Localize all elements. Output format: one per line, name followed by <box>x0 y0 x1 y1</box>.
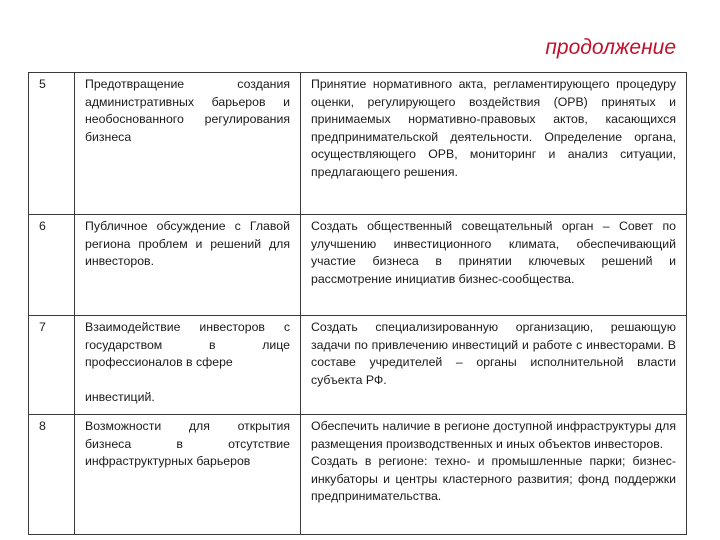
action-text: Обеспечить наличие в регионе доступной инфраструктуры для размещения производственных и иных объектов инвесторов. <box>311 419 676 451</box>
continuation-label: продолжение <box>545 36 676 59</box>
measure-text: Взаимодействие инвесторов с государством в лице профессионалов в сфере <box>85 320 290 369</box>
action-cell: Принятие нормативного акта, регламентирующего процедуру оценки, регулирующего воздействия (ОРВ) принятых и принимаемых нормативно-правовых актов, касающихся предпринимательской деятельности. Определение органа, осуществляющего ОРВ, мониторинг и анализ ситуации, предлагающего решения. <box>301 73 687 215</box>
row-number: 8 <box>29 415 75 535</box>
row-number: 5 <box>29 73 75 215</box>
measure-cell: Возможности для открытия бизнеса в отсутствие инфраструктурных барьеров <box>75 415 301 535</box>
table-row <box>29 316 687 415</box>
action-cell: Создать общественный совещательный орган – Совет по улучшению инвестиционного климата, обеспечивающий участие бизнеса в принятии ключевых решений и рассмотрение инициатив бизнес-сообщества. <box>301 215 687 316</box>
measure-cell <box>75 316 301 415</box>
action-text-extra: Создать в регионе: техно- и промышленные парки; бизнес-инкубаторы и центры кластерного развития; фонд поддержки предпринимательства. <box>311 454 676 503</box>
table-row <box>29 215 687 316</box>
measures-table <box>28 72 687 535</box>
action-cell <box>301 415 687 535</box>
measure-cell: Предотвращение создания административных барьеров и необоснованного регулирования бизнеса <box>75 73 301 215</box>
measure-text-tail: инвестиций. <box>85 389 155 404</box>
row-number: 7 <box>29 316 75 415</box>
row-number: 6 <box>29 215 75 316</box>
table-row <box>29 415 687 535</box>
table-row <box>29 73 687 215</box>
measure-cell: Публичное обсуждение с Главой региона проблем и решений для инвесторов. <box>75 215 301 316</box>
action-cell: Создать специализированную организацию, решающую задачи по привлечению инвестиций и работе с инвесторами. В составе учредителей – органы исполнительной власти субъекта РФ. <box>301 316 687 415</box>
